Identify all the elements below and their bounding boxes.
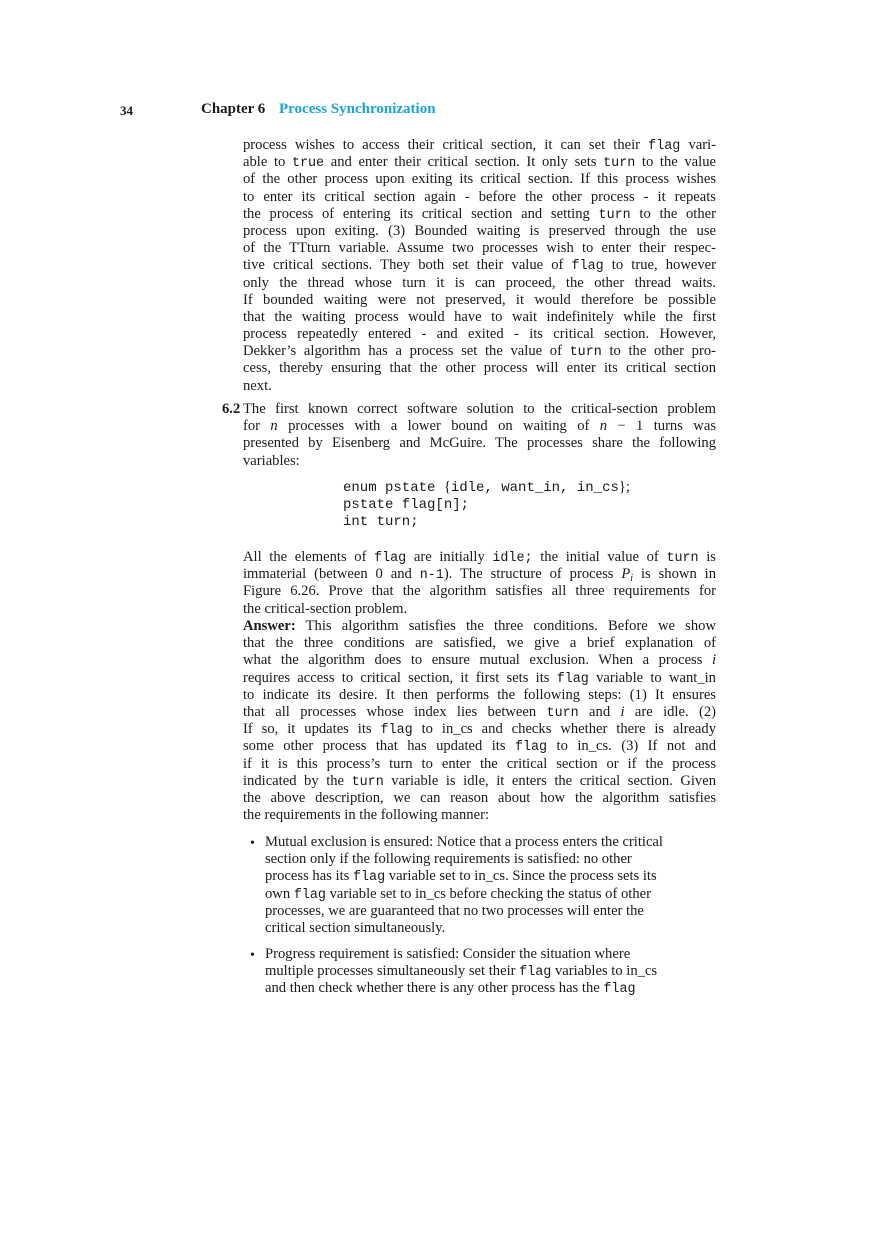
text-run: ). The structure of process [443, 566, 622, 583]
text-line [243, 453, 716, 470]
code-text: flag [380, 723, 413, 739]
code-text: pstate flag[n]; [343, 497, 470, 514]
code-text: int turn; [343, 514, 419, 531]
text-line [265, 920, 720, 937]
math-italic: n [599, 418, 608, 435]
page-number: 34 [120, 103, 133, 118]
text-run: This algorithm satisfies the three conditions. Before we show [295, 618, 716, 634]
text-run: that the waiting process would have to wait indefinitely while the first [243, 308, 716, 325]
text-line [243, 275, 716, 292]
text-run: process upon exiting. (3) Bounded waiting is preserved through the use [243, 222, 716, 239]
text-line [243, 583, 716, 600]
text-line [243, 601, 716, 618]
text-run: cess, thereby ensuring that the other process will enter its critical section [243, 360, 716, 377]
text-run: and [578, 703, 621, 720]
text-run: that all processes whose index lies between [243, 703, 547, 720]
exercise-statement [243, 401, 716, 470]
text-run: next. [243, 377, 272, 394]
text-run: processes with a lower bound on waiting of [277, 418, 600, 435]
code-text: flag [648, 139, 681, 154]
text-line [243, 435, 716, 452]
text-run: variables: [243, 452, 300, 469]
text-run: only the thread whose turn it is can proceed, the other thread waits. [243, 274, 716, 291]
text-run: is shown in [633, 566, 717, 583]
text-run: Progress requirement is satisfied: Consider the situation where [265, 946, 631, 962]
text-line [243, 652, 716, 669]
answer-paragraph [243, 618, 716, 824]
code-text: flag [514, 740, 548, 756]
text-run: process repeatedly entered - and exited - its critical section. However, [243, 326, 716, 343]
code-text: idle; [492, 551, 533, 566]
text-run: section only if the following requirements is satisfied: no other [265, 851, 632, 868]
text-run: the critical-section problem. [243, 600, 408, 617]
text-run: critical section simultaneously. [265, 919, 446, 936]
text-line [243, 773, 716, 790]
text-run: to in_cs. (3) If not and [547, 738, 716, 755]
bullet-icon: • [250, 836, 255, 851]
text-line [243, 154, 716, 171]
code-text: turn [603, 156, 636, 172]
code-text: turn [598, 207, 631, 223]
text-line [265, 980, 720, 997]
math-italic: i [620, 703, 625, 720]
text-run: some other process that has updated its [243, 738, 515, 755]
text-line [243, 418, 716, 435]
text-line [343, 496, 703, 513]
chapter-label: Chapter 6 [201, 101, 266, 117]
code-text: enum pstate [343, 480, 444, 496]
text-run: Figure 6.26. Prove that the algorithm satisfies all three requirements for [243, 583, 716, 600]
text-run: own [265, 885, 294, 902]
text-line [243, 189, 716, 206]
text-run: to enter its critical section again - before the other process - it repeats [243, 188, 716, 205]
text-line [243, 704, 716, 721]
code-text: flag [352, 870, 386, 886]
exercise-number: 6.2 [222, 401, 241, 417]
text-line [243, 566, 716, 583]
text-run: Dekker’s algorithm has a process set the value of [243, 343, 570, 360]
text-run: the process of entering its critical section and setting [243, 205, 599, 222]
code-text: turn [546, 705, 579, 721]
text-run: to the value [635, 154, 716, 171]
text-line [243, 326, 716, 343]
text-line [243, 223, 716, 240]
code-text: turn [666, 551, 699, 566]
text-run: are idle. (2) [624, 703, 716, 720]
text-run: to the other [630, 205, 716, 222]
answer-continuation-paragraph [243, 137, 716, 395]
math-italic: n [270, 418, 278, 435]
code-text: turn [351, 774, 384, 790]
text-run: and enter their critical section. It only sets [324, 154, 604, 171]
code-text: n-1 [419, 568, 444, 584]
code-text: true [291, 156, 325, 172]
math-italic: P [621, 566, 631, 583]
text-run: what the algorithm does to ensure mutual exclusion. When a process [243, 652, 712, 669]
text-line [265, 903, 720, 920]
bullet-progress [265, 946, 720, 998]
text-run: of the TTturn variable. Assume two processes wish to enter their respec- [243, 240, 716, 257]
code-text: flag [374, 551, 407, 566]
text-run: able to [243, 154, 292, 171]
exercise-question [243, 549, 716, 618]
text-run: presented by Eisenberg and McGuire. The processes share the following [243, 435, 716, 452]
text-run: The first known correct software solution to the critical-section problem [243, 401, 716, 417]
text-line [243, 687, 716, 704]
text-line [243, 807, 716, 824]
text-run: immaterial (between 0 and [243, 566, 420, 583]
chapter-title: Process Synchronization [279, 101, 436, 117]
text-run: vari- [680, 137, 716, 153]
text-run: If so, it updates its [243, 721, 381, 738]
text-line [243, 378, 716, 395]
text-run: tive critical sections. They both set their value of [243, 257, 572, 274]
text-run: is [698, 549, 716, 565]
text-run: processes, we are guaranteed that no two processes will enter the [265, 902, 644, 919]
text-line [265, 851, 720, 868]
text-run: Mutual exclusion is ensured: Notice that a process enters the critical [265, 834, 663, 850]
text-run: to the other pro- [601, 343, 716, 360]
text-run: multiple processes simultaneously set their [265, 963, 520, 980]
text-line [265, 834, 720, 851]
text-line [243, 401, 716, 418]
text-run: requires access to critical section, it first sets its [243, 669, 557, 686]
text-line [343, 513, 703, 530]
code-text: flag [556, 671, 589, 687]
text-run: of the other process upon exiting its critical section. If this process wishes [243, 171, 716, 188]
text-run: If bounded waiting were not preserved, it would therefore be possible [243, 291, 716, 308]
text-run: to indicate its desire. It then performs the following steps: (1) It ensures [243, 686, 716, 703]
code-text: flag [571, 259, 604, 275]
text-line [243, 670, 716, 687]
text-line [243, 549, 716, 566]
text-run: to true, however [603, 257, 716, 274]
text-run: and then check whether there is any other process has the [265, 980, 604, 997]
text-run: variables to in_cs [551, 963, 658, 980]
code-text: flag [293, 887, 326, 903]
text-line [265, 886, 720, 903]
text-line [343, 479, 703, 496]
code-text: turn [569, 345, 602, 361]
bullet-mutual-exclusion [265, 834, 720, 937]
text-line [243, 618, 716, 635]
text-run: }; [618, 479, 630, 495]
code-text: flag [519, 965, 552, 981]
text-run: − 1 turns was [607, 418, 716, 435]
bullet-icon: • [250, 948, 255, 963]
text-line [243, 257, 716, 274]
text-line [243, 360, 716, 377]
text-line [243, 171, 716, 188]
text-line [243, 721, 716, 738]
code-text: idle, want_in, in_cs [450, 480, 619, 496]
text-line [243, 137, 716, 154]
math-italic: i [711, 652, 716, 669]
text-line [265, 946, 720, 963]
text-line [243, 240, 716, 257]
text-run: the requirements in the following manner: [243, 807, 489, 824]
text-line [265, 868, 720, 885]
text-line [243, 635, 716, 652]
text-line [243, 738, 716, 755]
subscript: i [630, 573, 634, 585]
text-run: for [243, 418, 271, 435]
text-line [243, 343, 716, 360]
text-run: variable set to in_cs. Since the process sets its [385, 868, 657, 885]
text-run: process wishes to access their critical section, it can set their [243, 137, 649, 153]
text-run: to in_cs and checks whether there is already [412, 721, 716, 738]
text-run: variable to want_in [588, 669, 716, 686]
text-line [243, 206, 716, 223]
text-run: variable is idle, it enters the critical section. Given [383, 772, 716, 789]
text-run: All the elements of [243, 549, 375, 565]
text-line [243, 292, 716, 309]
text-line [243, 756, 716, 773]
text-line [243, 309, 716, 326]
text-run: if it is this process’s turn to enter the critical section or if the process [243, 755, 716, 772]
text-run: the initial value of [532, 549, 667, 565]
code-text: flag [603, 982, 636, 998]
text-run: that the three conditions are satisfied, we give a brief explanation of [243, 635, 716, 652]
text-run: { [443, 479, 451, 495]
code-listing [343, 479, 703, 531]
text-run: indicated by the [243, 772, 352, 789]
text-run: the above description, we can reason about how the algorithm satisfies [243, 789, 716, 806]
bold-label: Answer: [243, 618, 296, 634]
text-line [265, 963, 720, 980]
text-run: process has its [265, 868, 353, 885]
text-run: are initially [406, 549, 493, 565]
text-line [243, 790, 716, 807]
text-run: variable set to in_cs before checking the status of other [325, 885, 651, 902]
